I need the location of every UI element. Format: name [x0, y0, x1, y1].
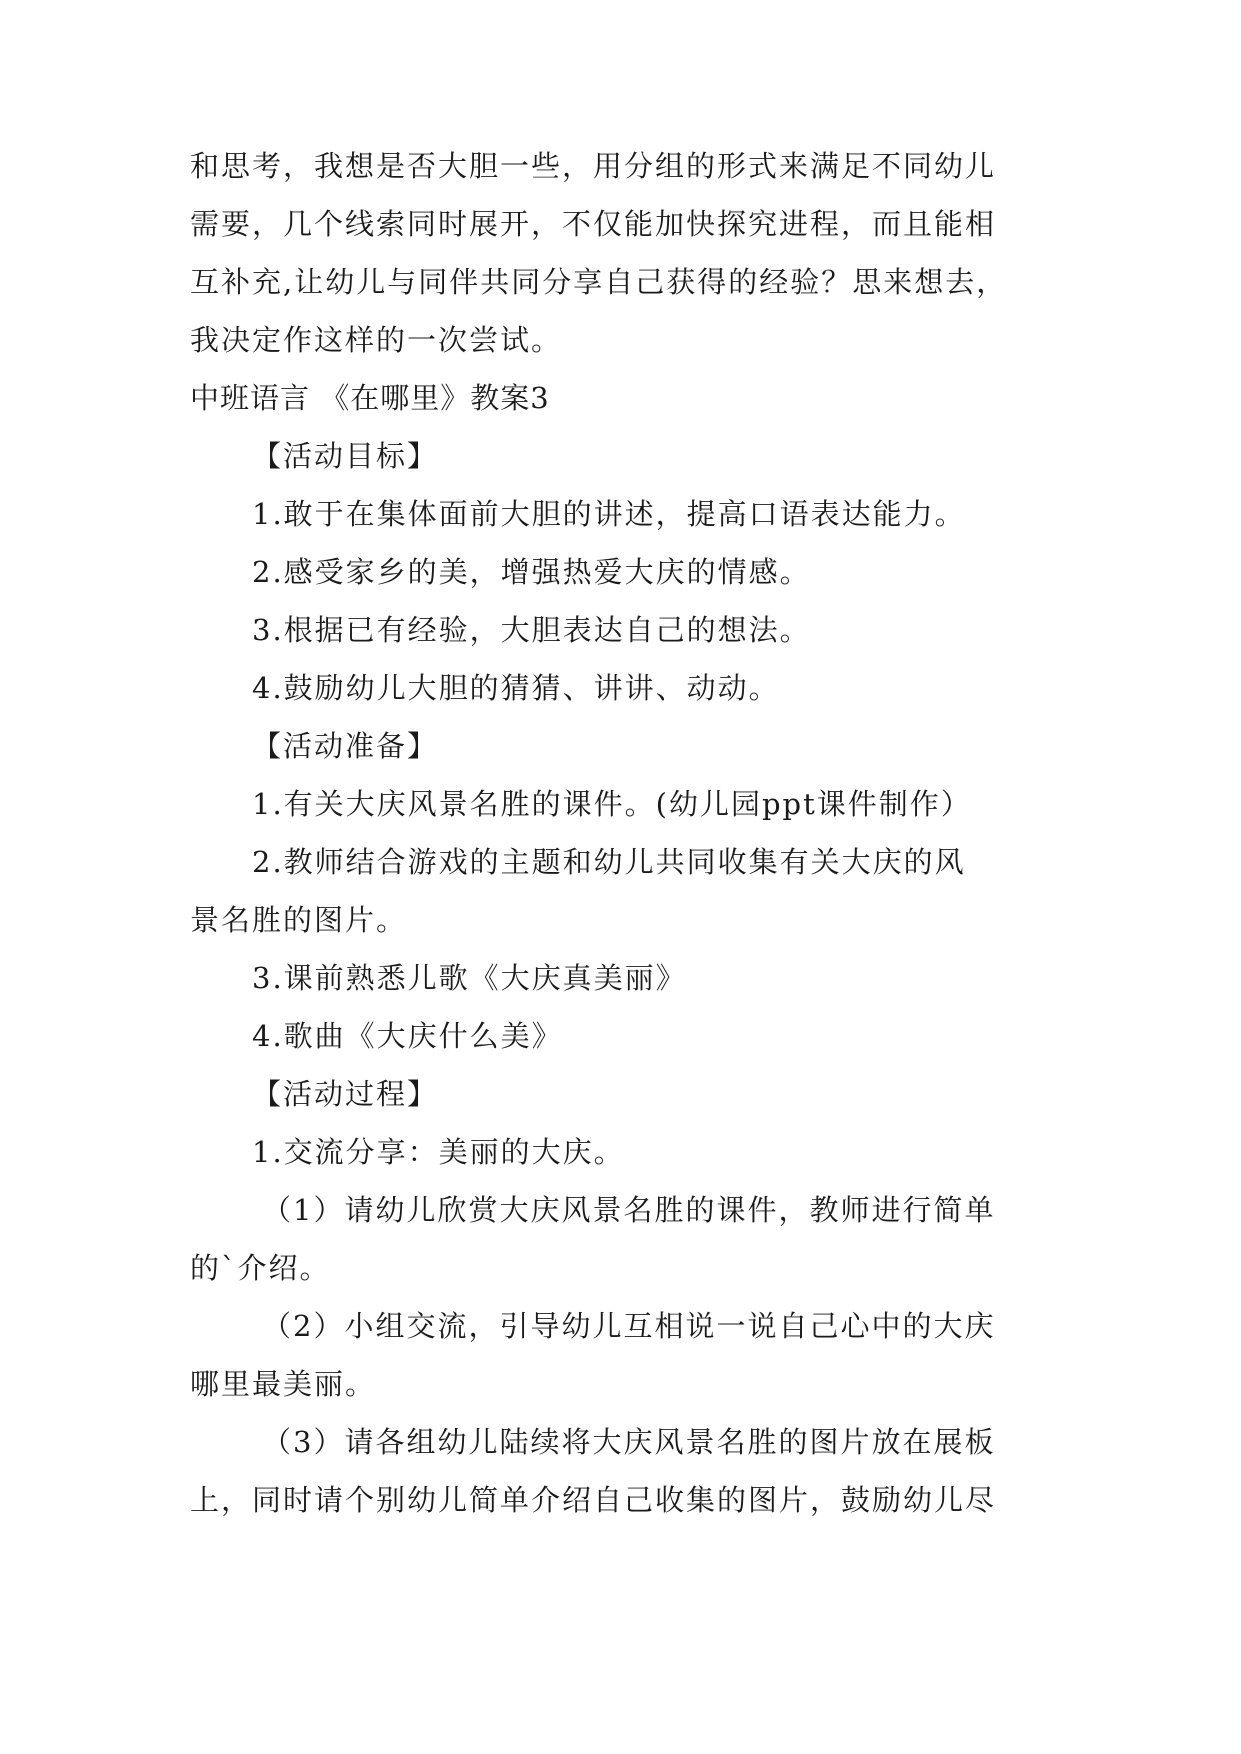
- prep-item-2-continued: 景名胜的图片。: [190, 903, 408, 937]
- paragraph-line-1: 和思考，我想是否大胆一些，用分组的形式来满足不同幼儿: [190, 149, 997, 183]
- prep-item-1: 1.有关大庆风景名胜的课件。(幼儿园ppt课件制作）: [252, 787, 972, 821]
- goal-item-2: 2.感受家乡的美，增强热爱大庆的情感。: [252, 555, 811, 589]
- heading-activity-preparation: 【活动准备】: [252, 729, 439, 763]
- process-substep-3: （3）请各组幼儿陆续将大庆风景名胜的图片放在展板: [262, 1425, 996, 1459]
- process-substep-1: （1）请幼儿欣赏大庆风景名胜的课件，教师进行简单: [262, 1193, 996, 1227]
- paragraph-line-3: 互补充,让幼儿与同伴共同分享自己获得的经验？思来想去，: [190, 265, 1008, 299]
- process-substep-3-continued: 上，同时请个别幼儿简单介绍自己收集的图片，鼓励幼儿尽: [190, 1483, 997, 1517]
- heading-activity-process: 【活动过程】: [252, 1077, 439, 1111]
- process-substep-1-continued: 的`介绍。: [190, 1251, 331, 1285]
- section-title: 中班语言 《在哪里》教案3: [190, 381, 550, 415]
- process-step-1: 1.交流分享：美丽的大庆。: [252, 1135, 625, 1169]
- heading-activity-goals: 【活动目标】: [252, 439, 439, 473]
- goal-item-1: 1.敢于在集体面前大胆的讲述，提高口语表达能力。: [252, 497, 966, 531]
- goal-item-3: 3.根据已有经验，大胆表达自己的想法。: [252, 613, 811, 647]
- goal-item-4: 4.鼓励幼儿大胆的猜猜、讲讲、动动。: [252, 671, 780, 705]
- process-substep-2-continued: 哪里最美丽。: [190, 1367, 377, 1401]
- prep-item-2: 2.教师结合游戏的主题和幼儿共同收集有关大庆的风: [252, 845, 966, 879]
- prep-item-4: 4.歌曲《大庆什么美》: [252, 1019, 563, 1053]
- paragraph-line-4: 我决定作这样的一次尝试。: [190, 323, 563, 357]
- paragraph-line-2: 需要，几个线索同时展开，不仅能加快探究进程，而且能相: [190, 207, 997, 241]
- process-substep-2: （2）小组交流，引导幼儿互相说一说自己心中的大庆: [262, 1309, 996, 1343]
- prep-item-3: 3.课前熟悉儿歌《大庆真美丽》: [252, 961, 687, 995]
